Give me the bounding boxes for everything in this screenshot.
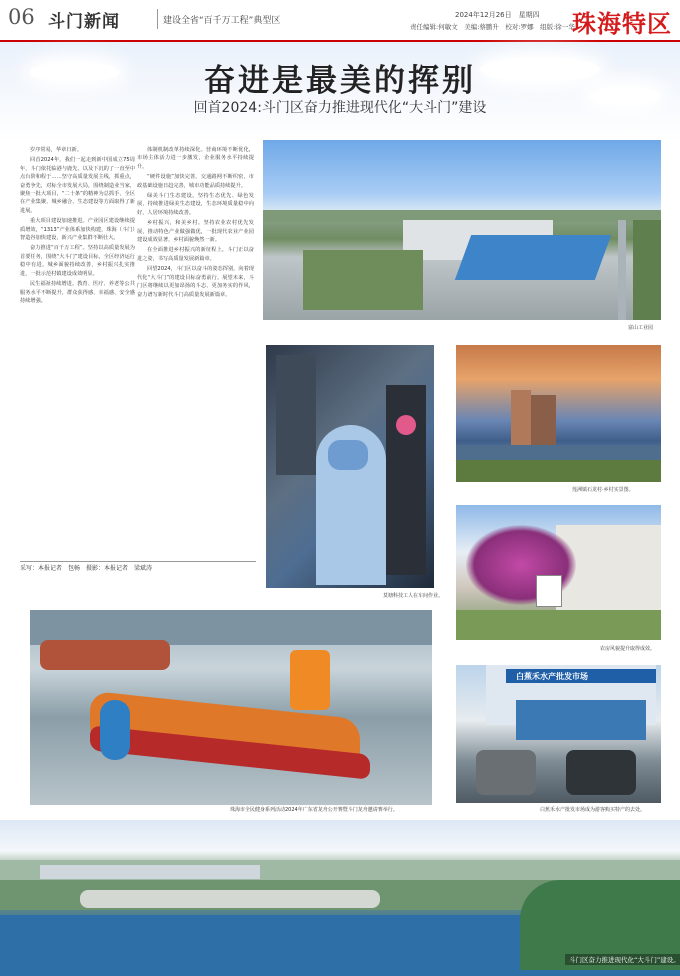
paragraph: 在全面推进乡村振兴的新征程上，斗门正以奋进之姿，书写高质量发展新篇章。 bbox=[137, 247, 254, 262]
photo-caption: 富山工业园 bbox=[628, 325, 654, 331]
photo-city-panorama bbox=[0, 820, 680, 976]
paragraph: 回首2024年，我们一起走到新中国成立75周年，斗门依托临港与鹿先、以及下沉的了一直至中点台阶和程于……坚守高质量发展主线，抓重点，奋勇争先，对标全市发展大局，围绕制造业当家，聚焦一批大项目，“二十条”的精神为总抓手，全区在产业集聚、城乡融合、生态建设等方面取得了新进展。 bbox=[20, 157, 135, 214]
page-number: 06 bbox=[8, 5, 35, 29]
paragraph: 岁序常易，华章日新。 bbox=[30, 147, 82, 153]
photo-caption: 白蕉禾水产批发市场成为游客购买特产的去处。 bbox=[540, 807, 646, 813]
paragraph: 回望2024，斗门区以奋斗的姿态挥别，向着现代化“大斗门”的建设目标奋勇前行。展望未来，斗门区将继续以更加昂扬的斗志、更加务实的作风，奋力谱写新时代斗门高质量发展新篇章。 bbox=[137, 266, 254, 298]
photo-village-sunset bbox=[456, 345, 661, 482]
article-column-2 bbox=[137, 146, 254, 562]
section-title: 斗门新闻 bbox=[48, 12, 120, 32]
article-column-1 bbox=[20, 146, 135, 562]
paragraph: “硬件设施”加快完善。交通路网不断织密，市政基础设施日趋完善，城市功能品质持续提升。 bbox=[137, 174, 254, 189]
photo-caption: 珠海市全民健身系列活动2024年广东省龙舟公开赛暨斗门龙舟邀请赛举行。 bbox=[230, 807, 398, 813]
editor-credits: 责任编辑:何敏文 美编:蔡鹏升 校对:罗娜 组版:徐一华 bbox=[410, 23, 575, 31]
byline: 采写：本报记者 包畅 摄影：本报记者 梁斌涛 bbox=[20, 565, 153, 572]
market-sign: 白蕉禾水产批发市场 bbox=[516, 672, 588, 681]
paragraph: 绿美斗门生态建设。坚持生态优先、绿色发展，持续推进绿美生态建设，生态环境质量稳中向好，人居环境持续改善。 bbox=[137, 193, 254, 216]
paragraph: 乡村振兴，和美乡村。坚持农业农村优先发展，推动特色产业做强做优，一批现代农业产业园建设成效显著，乡村面貌焕然一新。 bbox=[137, 220, 254, 244]
photo-caption: 莲洲镇石龙村·乡村实景图。 bbox=[572, 487, 634, 493]
paragraph: 体制机制改革持续深化。营商环境不断优化，市场主体活力进一步激发，企业服务水平持续提升。 bbox=[137, 147, 254, 170]
newspaper-masthead: 珠海特区 bbox=[572, 9, 672, 38]
panorama-caption: 斗门区奋力推进现代化“大斗门”建设。 bbox=[565, 954, 680, 965]
photo-industrial-park bbox=[263, 140, 661, 320]
photo-aquatic-market bbox=[456, 665, 661, 803]
photo-dragon-boat bbox=[30, 610, 432, 805]
headline: 奋进是最美的挥别 bbox=[204, 63, 476, 99]
photo-caption: 农房风貌提升取得成效。 bbox=[600, 646, 656, 652]
subheadline: 回首2024:斗门区奋力推进现代化“大斗门”建设 bbox=[193, 100, 487, 116]
photo-caption: 莫塘科技工人在车间作业。 bbox=[383, 593, 444, 599]
issue-date: 2024年12月26日 星期四 bbox=[455, 11, 540, 19]
header-motto: 建设全省“百千万工程”典型区 bbox=[163, 16, 281, 26]
photo-factory-worker bbox=[266, 345, 434, 588]
paragraph: 重大项目建设加速推进。产业园区建设继续提质增效，“1313”产业体系加快构建，珠海（斗门）智造谷加快建设，新兴产业集群不断壮大。 bbox=[20, 218, 135, 242]
paragraph: 民生福祉持续增进。教育、医疗、养老等公共服务水平不断提升，群众获得感、幸福感、安全感持续增强。 bbox=[20, 281, 135, 304]
header-divider bbox=[157, 9, 158, 29]
photo-village-house bbox=[456, 505, 661, 640]
byline-rule bbox=[20, 561, 256, 562]
paragraph: 奋力推进“百千万工程”。坚持以高质量发展为首要任务，围绕“大斗门”建设目标，全区经济运行稳中有进。城乡面貌持续改善，乡村振兴扎实推进，一批示范村镇建设成效明显。 bbox=[20, 245, 135, 277]
